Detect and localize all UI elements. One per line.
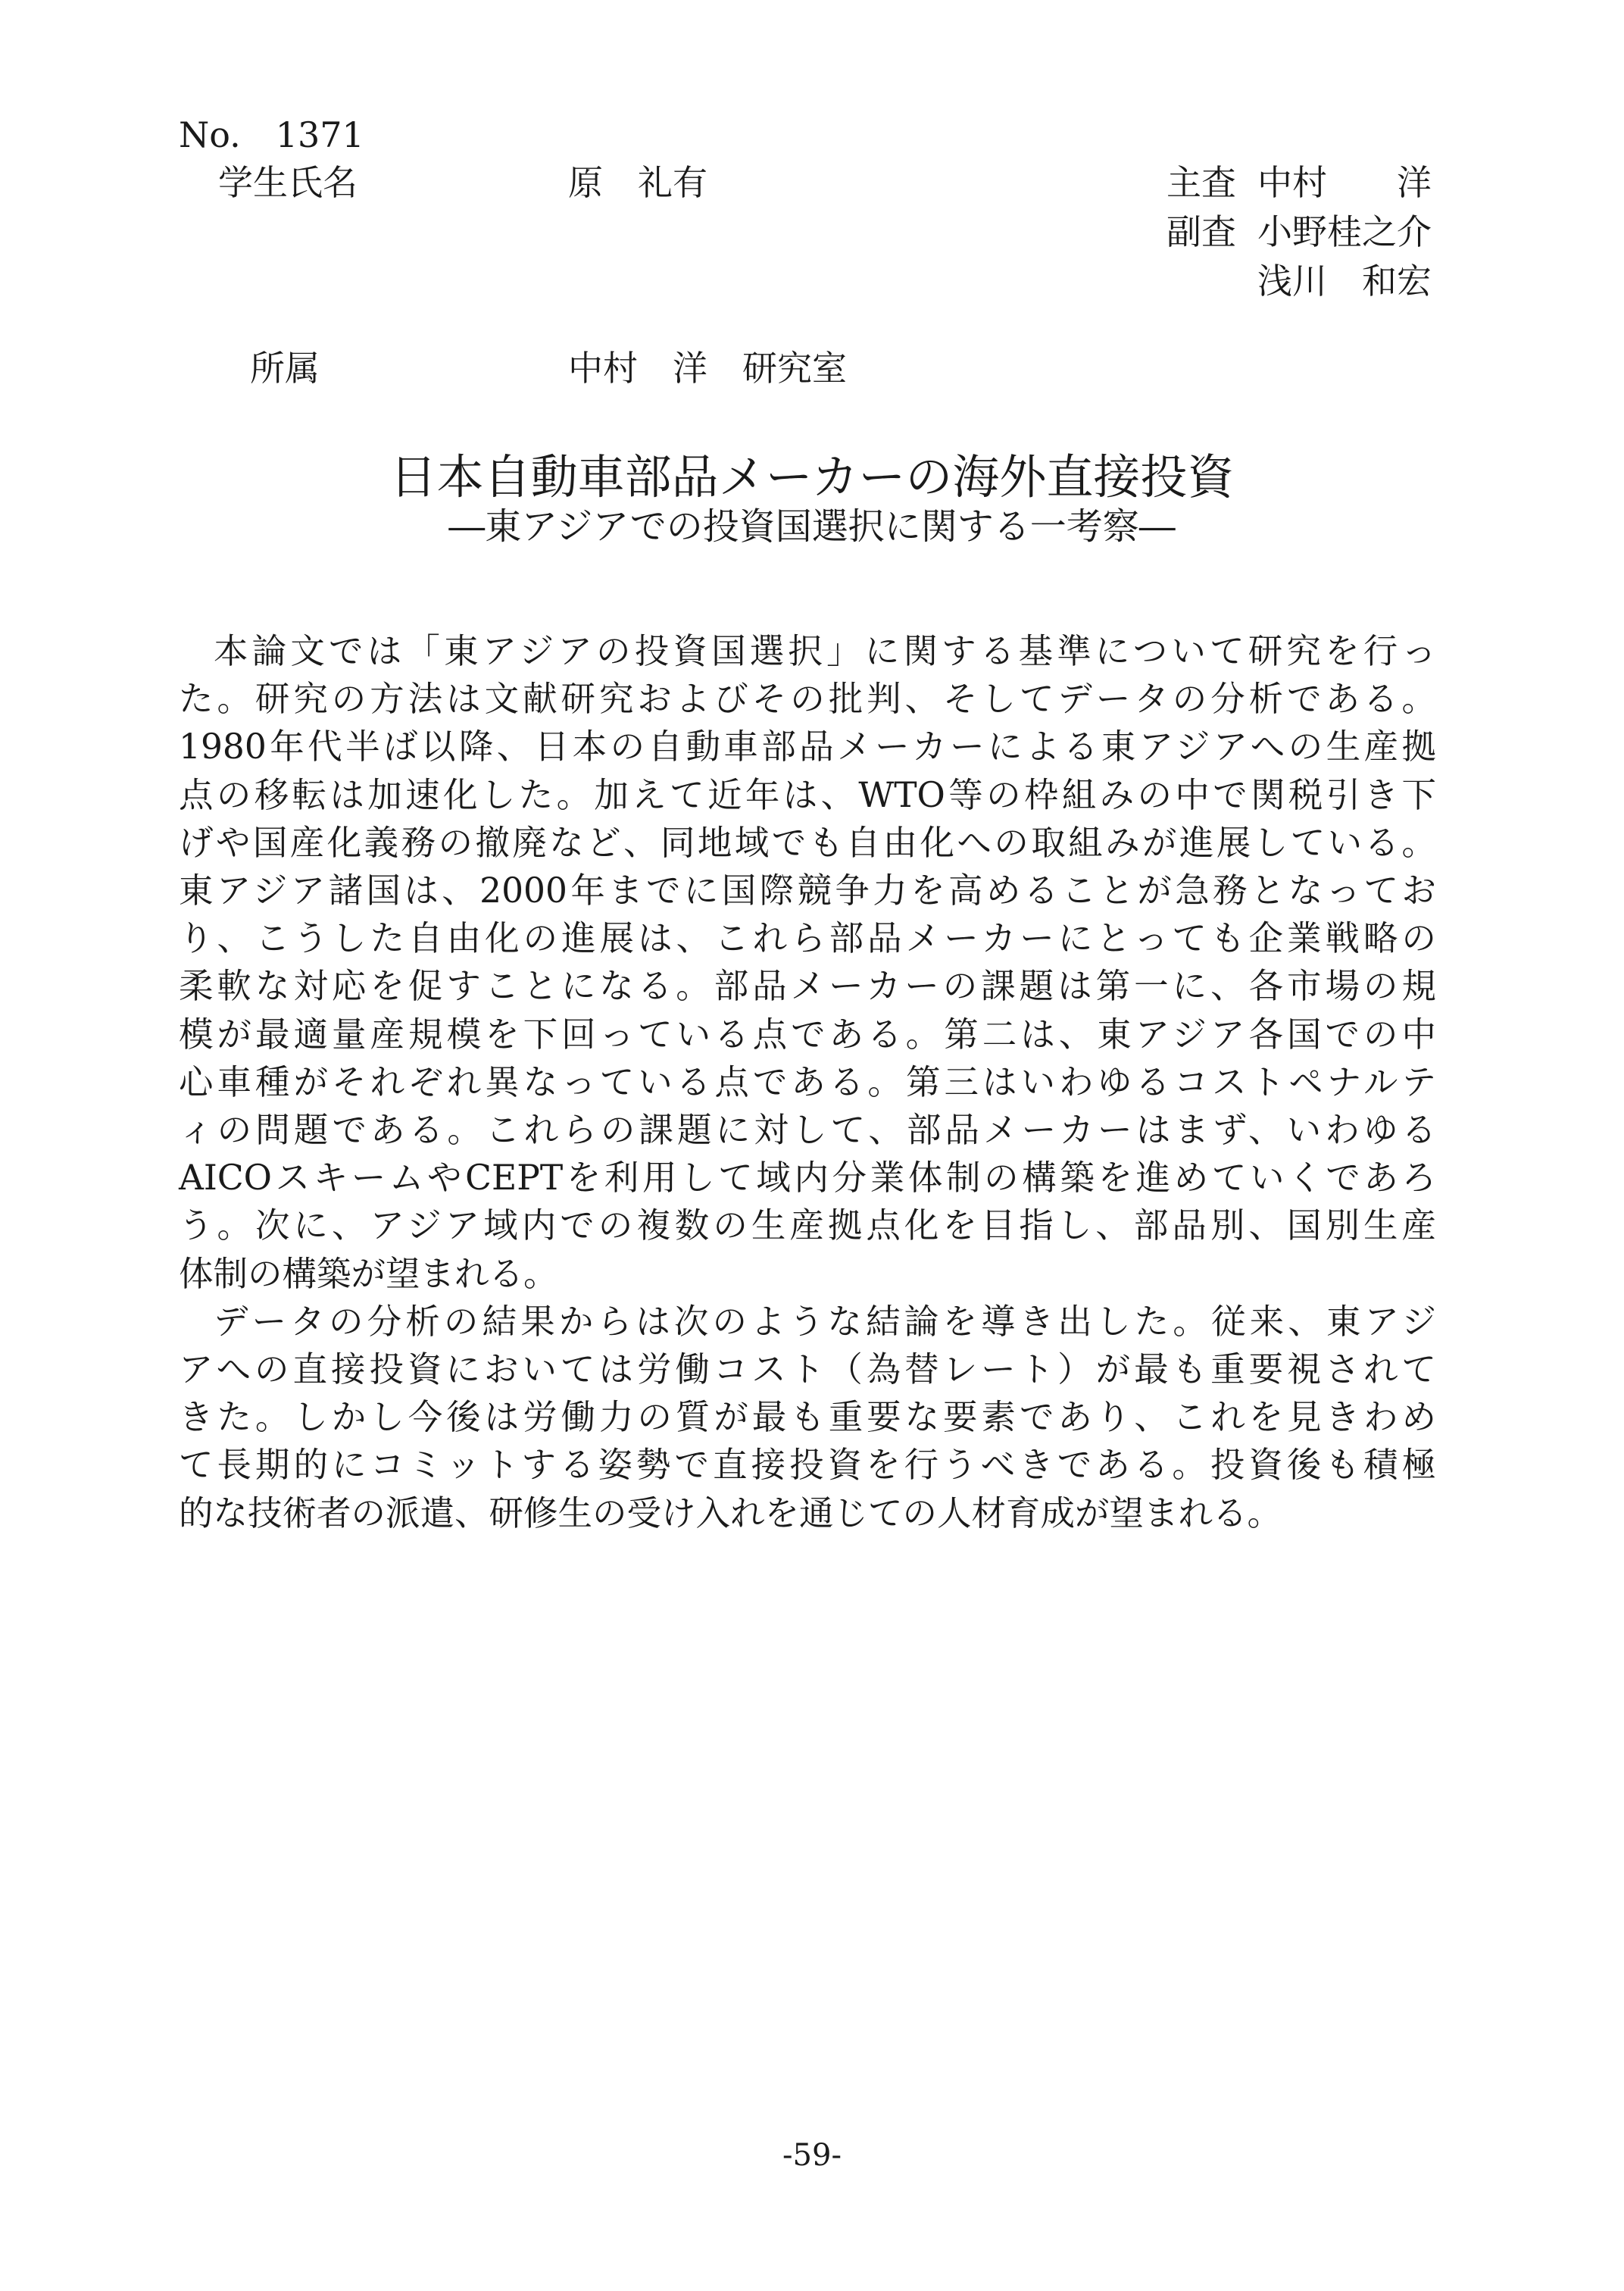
affiliation-value: 中村 洋 研究室 bbox=[568, 348, 847, 389]
body-line: 1980年代半ば以降、日本の自動車部品メーカーによる東アジアへの生産拠 bbox=[179, 727, 1436, 767]
body-line: 心車種がそれぞれ異なっている点である。第三はいわゆるコストペナルテ bbox=[179, 1061, 1436, 1102]
page-number: -59- bbox=[782, 2138, 842, 2173]
student-name: 原 礼有 bbox=[568, 162, 707, 203]
body-line: げや国産化義務の撤廃など、同地域でも自由化への取組みが進展している。 bbox=[179, 822, 1436, 863]
body-line: きた。しかし今後は労働力の質が最も重要な要素であり、これを見きわめ bbox=[179, 1397, 1436, 1438]
abstract-body bbox=[179, 627, 1436, 1537]
body-line: う。次に、アジア域内での複数の生産拠点化を目指し、部品別、国別生産 bbox=[179, 1205, 1436, 1246]
body-line: データの分析の結果からは次のような結論を導き出した。従来、東アジ bbox=[214, 1301, 1436, 1342]
examiner-role-sub: 副査 bbox=[1166, 211, 1236, 252]
body-line: 柔軟な対応を促すことになる。部品メーカーの課題は第一に、各市場の規 bbox=[179, 966, 1436, 1007]
examiner-name-sub-1: 小野桂之介 bbox=[1257, 211, 1432, 252]
body-line: 東アジア諸国は、2000年までに国際競争力を高めることが急務となってお bbox=[179, 870, 1436, 911]
body-line: ィの問題である。これらの課題に対して、部品メーカーはまず、いわゆる bbox=[179, 1110, 1436, 1151]
body-line: 的な技術者の派遣、研修生の受け入れを通じての人材育成が望まれる。 bbox=[179, 1492, 1282, 1533]
body-line: た。研究の方法は文献研究およびその批判、そしてデータの分析である。 bbox=[179, 679, 1436, 720]
body-line: り、こうした自由化の進展は、これら部品メーカーにとっても企業戦略の bbox=[179, 918, 1436, 959]
paper-title: 日本自動車部品メーカーの海外直接投資 bbox=[389, 449, 1235, 505]
examiner-role-chief: 主査 bbox=[1166, 162, 1236, 203]
examiner-name-sub-2: 浅川 和宏 bbox=[1257, 261, 1432, 302]
body-line: 模が最適量産規模を下回っている点である。第二は、東アジア各国での中 bbox=[179, 1014, 1436, 1055]
student-name-label: 学生氏名 bbox=[218, 162, 358, 203]
body-line: アへの直接投資においては労働コスト（為替レート）が最も重要視されて bbox=[179, 1349, 1436, 1390]
body-line: 本論文では「東アジアの投資国選択」に関する基準について研究を行っ bbox=[214, 631, 1436, 671]
body-line: て長期的にコミットする姿勢で直接投資を行うべきである。投資後も積極 bbox=[179, 1445, 1436, 1486]
body-line: 点の移転は加速化した。加えて近年は、WTO等の枠組みの中で関税引き下 bbox=[179, 774, 1436, 815]
body-line: AICOスキームやCEPTを利用して域内分業体制の構築を進めていくであろ bbox=[179, 1158, 1436, 1199]
paper-subtitle: ―東アジアでの投資国選択に関する一考察― bbox=[448, 505, 1176, 548]
document-number: No. 1371 bbox=[179, 114, 364, 155]
body-line: 体制の構築が望まれる。 bbox=[179, 1253, 558, 1294]
examiner-name-chief: 中村 洋 bbox=[1257, 162, 1432, 203]
affiliation-label: 所属 bbox=[250, 348, 320, 389]
